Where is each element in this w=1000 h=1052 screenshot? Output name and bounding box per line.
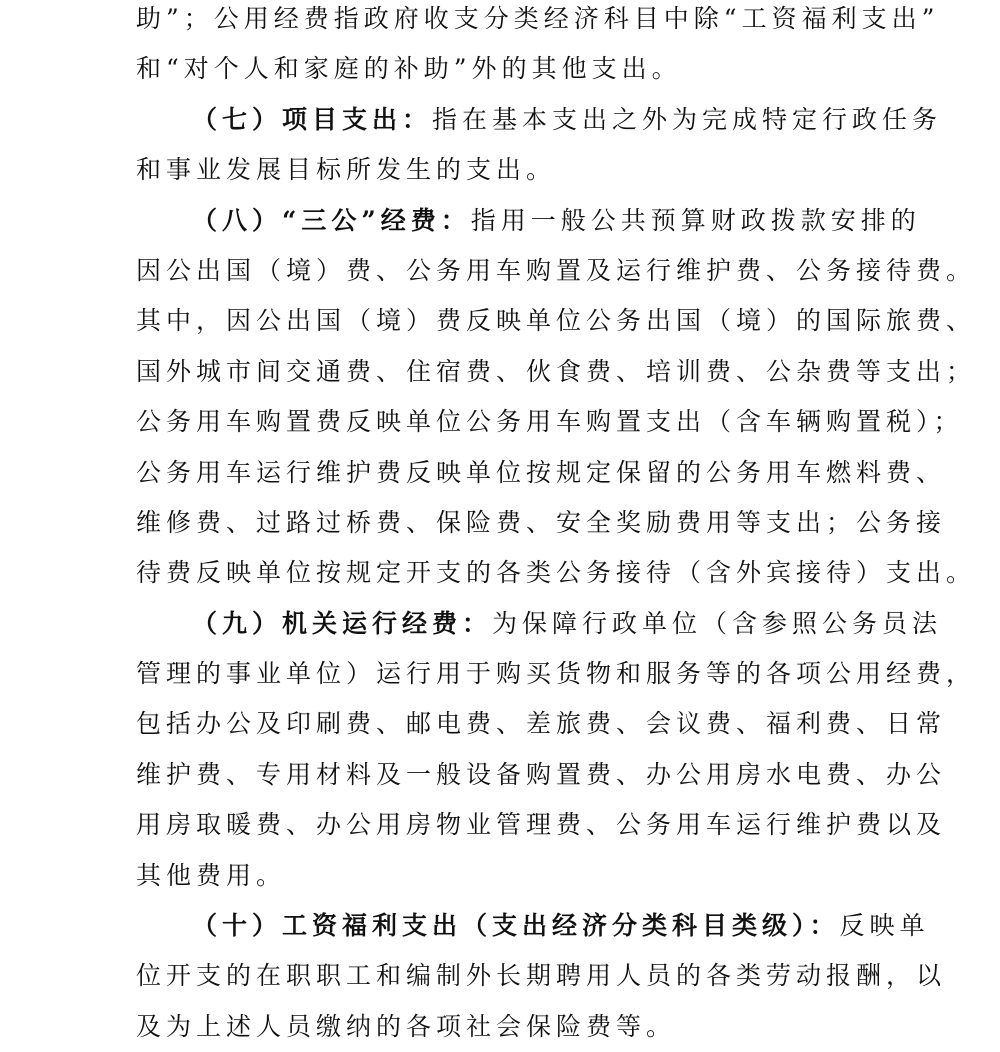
text-line: 因公出国（境）费、公务用车购置及运行维护费、公务接待费。 <box>136 255 977 285</box>
text-line: 待费反映单位按规定开支的各类公务接待（含外宾接待）支出。 <box>136 558 977 588</box>
document-page <box>136 0 977 1052</box>
text-line: 其中，因公出国（境）费反映单位公务出国（境）的国际旅费、 <box>136 306 977 336</box>
text-line <box>136 901 930 951</box>
text-line: 和“对个人和家庭的补助”外的其他支出。 <box>136 54 682 84</box>
text-line: 用房取暖费、办公用房物业管理费、公务用车运行维护费以及 <box>136 810 947 840</box>
section-heading: （七）项目支出： <box>192 104 433 134</box>
section-text: 指在基本支出之外为完成特定行政任务 <box>432 104 943 134</box>
section-heading: （八）“三公”经费： <box>192 205 471 235</box>
section-text: 指用一般公共预算财政拨款安排的 <box>470 205 921 235</box>
paragraph-public-funds <box>136 0 940 95</box>
text-line: 公务用车运行维护费反映单位按规定保留的公务用车燃料费、 <box>136 457 947 487</box>
text-line: 国外城市间交通费、住宿费、伙食费、培训费、公杂费等支出； <box>136 356 977 386</box>
text-line: 维护费、专用材料及一般设备购置费、办公用房水电费、办公 <box>136 759 947 789</box>
text-line: 位开支的在职职工和编制外长期聘用人员的各类劳动报酬，以 <box>136 961 947 991</box>
section-text: 反映单 <box>839 911 930 941</box>
text-line <box>136 95 943 145</box>
text-line: 管理的事业单位）运行用于购买货物和服务等的各项公用经费， <box>136 659 977 689</box>
section-heading: （十）工资福利支出（支出经济分类科目类级）： <box>192 911 840 941</box>
text-line: 助”；公用经费指政府收支分类经济科目中除“工资福利支出” <box>136 4 940 33</box>
text-line: 公务用车购置费反映单位公务用车购置支出（含车辆购置税）； <box>136 407 964 437</box>
text-line <box>136 599 943 649</box>
paragraph-wage-welfare <box>136 901 947 1052</box>
paragraph-project-expenditure <box>136 95 943 196</box>
paragraph-three-public-expenses <box>136 196 977 599</box>
text-line: 维修费、过路过桥费、保险费、安全奖励费用等支出；公务接 <box>136 507 947 537</box>
paragraph-agency-operating-funds <box>136 599 977 901</box>
text-line <box>136 196 921 246</box>
section-heading: （九）机关运行经费： <box>192 608 493 638</box>
text-line: 和事业发展目标所发生的支出。 <box>136 155 557 185</box>
text-line: 其他费用。 <box>136 860 287 890</box>
text-line: 包括办公及印刷费、邮电费、差旅费、会议费、福利费、日常 <box>136 709 947 739</box>
section-text: 为保障行政单位（含参照公务员法 <box>492 608 943 638</box>
text-line: 及为上述人员缴纳的各项社会保险费等。 <box>136 1011 677 1041</box>
